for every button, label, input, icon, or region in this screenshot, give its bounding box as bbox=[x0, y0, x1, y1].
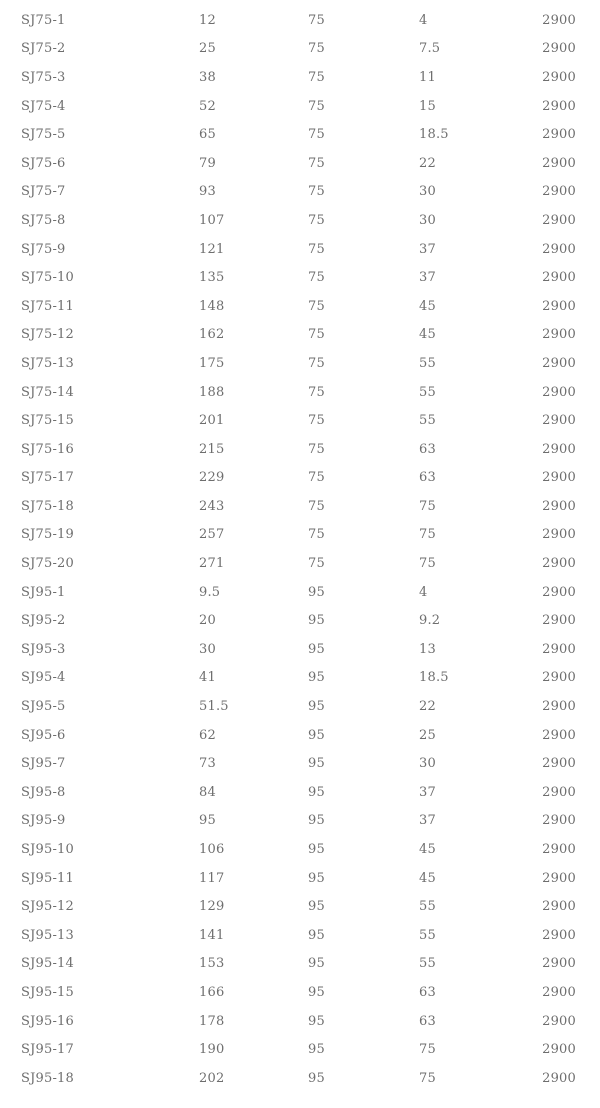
table-row bbox=[0, 778, 600, 807]
flow-cell: 20 bbox=[199, 613, 216, 629]
power-cell: 45 bbox=[419, 870, 436, 886]
flow-cell: 162 bbox=[199, 327, 225, 343]
speed-cell: 2900 bbox=[542, 727, 576, 743]
head-cell: 95 bbox=[308, 670, 325, 686]
power-cell: 63 bbox=[419, 441, 436, 457]
power-cell: 25 bbox=[419, 727, 436, 743]
head-cell: 75 bbox=[308, 556, 325, 572]
power-cell: 30 bbox=[419, 756, 436, 772]
flow-cell: 41 bbox=[199, 670, 216, 686]
power-cell: 4 bbox=[419, 12, 428, 28]
head-cell: 95 bbox=[308, 613, 325, 629]
power-cell: 75 bbox=[419, 1070, 436, 1086]
head-cell: 75 bbox=[308, 355, 325, 371]
flow-cell: 148 bbox=[199, 298, 225, 314]
head-cell: 95 bbox=[308, 813, 325, 829]
table-row bbox=[0, 921, 600, 950]
table-row bbox=[0, 149, 600, 178]
model-cell: SJ95-11 bbox=[21, 870, 74, 886]
model-cell: SJ75-18 bbox=[21, 498, 74, 514]
table-row bbox=[0, 692, 600, 721]
flow-cell: 38 bbox=[199, 69, 216, 85]
power-cell: 63 bbox=[419, 1013, 436, 1029]
table-row bbox=[0, 292, 600, 321]
speed-cell: 2900 bbox=[542, 241, 576, 257]
table-row bbox=[0, 950, 600, 979]
table-row bbox=[0, 835, 600, 864]
flow-cell: 12 bbox=[199, 12, 216, 28]
head-cell: 95 bbox=[308, 956, 325, 972]
head-cell: 75 bbox=[308, 384, 325, 400]
speed-cell: 2900 bbox=[542, 813, 576, 829]
model-cell: SJ95-5 bbox=[21, 699, 66, 715]
flow-cell: 243 bbox=[199, 498, 225, 514]
power-cell: 22 bbox=[419, 155, 436, 171]
head-cell: 75 bbox=[308, 498, 325, 514]
head-cell: 95 bbox=[308, 584, 325, 600]
model-cell: SJ95-18 bbox=[21, 1070, 74, 1086]
head-cell: 95 bbox=[308, 927, 325, 943]
speed-cell: 2900 bbox=[542, 498, 576, 514]
speed-cell: 2900 bbox=[542, 756, 576, 772]
flow-cell: 25 bbox=[199, 41, 216, 57]
flow-cell: 271 bbox=[199, 556, 225, 572]
model-cell: SJ75-9 bbox=[21, 241, 66, 257]
speed-cell: 2900 bbox=[542, 441, 576, 457]
power-cell: 55 bbox=[419, 899, 436, 915]
speed-cell: 2900 bbox=[542, 155, 576, 171]
head-cell: 75 bbox=[308, 413, 325, 429]
flow-cell: 79 bbox=[199, 155, 216, 171]
flow-cell: 202 bbox=[199, 1070, 225, 1086]
speed-cell: 2900 bbox=[542, 870, 576, 886]
head-cell: 95 bbox=[308, 899, 325, 915]
head-cell: 75 bbox=[308, 327, 325, 343]
table-row bbox=[0, 35, 600, 64]
flow-cell: 166 bbox=[199, 984, 225, 1000]
model-cell: SJ95-12 bbox=[21, 899, 74, 915]
power-cell: 22 bbox=[419, 699, 436, 715]
head-cell: 95 bbox=[308, 756, 325, 772]
head-cell: 95 bbox=[308, 1042, 325, 1058]
table-row bbox=[0, 1064, 600, 1093]
head-cell: 95 bbox=[308, 641, 325, 657]
table-row bbox=[0, 321, 600, 350]
head-cell: 95 bbox=[308, 1070, 325, 1086]
head-cell: 75 bbox=[308, 184, 325, 200]
flow-cell: 201 bbox=[199, 413, 225, 429]
head-cell: 75 bbox=[308, 527, 325, 543]
speed-cell: 2900 bbox=[542, 956, 576, 972]
power-cell: 13 bbox=[419, 641, 436, 657]
speed-cell: 2900 bbox=[542, 327, 576, 343]
flow-cell: 51.5 bbox=[199, 699, 229, 715]
table-row bbox=[0, 1035, 600, 1064]
power-cell: 55 bbox=[419, 956, 436, 972]
model-cell: SJ75-6 bbox=[21, 155, 66, 171]
flow-cell: 30 bbox=[199, 641, 216, 657]
table-row bbox=[0, 6, 600, 35]
speed-cell: 2900 bbox=[542, 1070, 576, 1086]
power-cell: 18.5 bbox=[419, 670, 449, 686]
head-cell: 75 bbox=[308, 155, 325, 171]
table-row bbox=[0, 578, 600, 607]
power-cell: 7.5 bbox=[419, 41, 441, 57]
table-row bbox=[0, 378, 600, 407]
table-row bbox=[0, 492, 600, 521]
power-cell: 4 bbox=[419, 584, 428, 600]
head-cell: 95 bbox=[308, 1013, 325, 1029]
model-cell: SJ75-4 bbox=[21, 98, 66, 114]
speed-cell: 2900 bbox=[542, 212, 576, 228]
model-cell: SJ75-20 bbox=[21, 556, 74, 572]
speed-cell: 2900 bbox=[542, 12, 576, 28]
speed-cell: 2900 bbox=[542, 1013, 576, 1029]
model-cell: SJ95-13 bbox=[21, 927, 74, 943]
head-cell: 75 bbox=[308, 441, 325, 457]
table-row bbox=[0, 807, 600, 836]
table-row bbox=[0, 978, 600, 1007]
model-cell: SJ75-10 bbox=[21, 270, 74, 286]
model-cell: SJ95-9 bbox=[21, 813, 66, 829]
table-row bbox=[0, 263, 600, 292]
head-cell: 95 bbox=[308, 870, 325, 886]
model-cell: SJ95-4 bbox=[21, 670, 66, 686]
flow-cell: 93 bbox=[199, 184, 216, 200]
table-row bbox=[0, 721, 600, 750]
flow-cell: 9.5 bbox=[199, 584, 221, 600]
flow-cell: 135 bbox=[199, 270, 225, 286]
power-cell: 55 bbox=[419, 384, 436, 400]
table-row bbox=[0, 464, 600, 493]
power-cell: 18.5 bbox=[419, 127, 449, 143]
speed-cell: 2900 bbox=[542, 784, 576, 800]
model-cell: SJ95-8 bbox=[21, 784, 66, 800]
power-cell: 75 bbox=[419, 1042, 436, 1058]
head-cell: 95 bbox=[308, 699, 325, 715]
flow-cell: 129 bbox=[199, 899, 225, 915]
speed-cell: 2900 bbox=[542, 613, 576, 629]
model-cell: SJ95-17 bbox=[21, 1042, 74, 1058]
table-row bbox=[0, 406, 600, 435]
model-cell: SJ95-1 bbox=[21, 584, 66, 600]
power-cell: 55 bbox=[419, 355, 436, 371]
table-row bbox=[0, 606, 600, 635]
speed-cell: 2900 bbox=[542, 699, 576, 715]
power-cell: 75 bbox=[419, 498, 436, 514]
model-cell: SJ95-15 bbox=[21, 984, 74, 1000]
flow-cell: 190 bbox=[199, 1042, 225, 1058]
speed-cell: 2900 bbox=[542, 899, 576, 915]
speed-cell: 2900 bbox=[542, 1042, 576, 1058]
model-cell: SJ95-14 bbox=[21, 956, 74, 972]
table-row bbox=[0, 120, 600, 149]
table-row bbox=[0, 635, 600, 664]
table-row bbox=[0, 664, 600, 693]
speed-cell: 2900 bbox=[542, 927, 576, 943]
flow-cell: 84 bbox=[199, 784, 216, 800]
flow-cell: 153 bbox=[199, 956, 225, 972]
flow-cell: 188 bbox=[199, 384, 225, 400]
model-cell: SJ95-2 bbox=[21, 613, 66, 629]
speed-cell: 2900 bbox=[542, 641, 576, 657]
speed-cell: 2900 bbox=[542, 584, 576, 600]
power-cell: 37 bbox=[419, 270, 436, 286]
model-cell: SJ75-8 bbox=[21, 212, 66, 228]
flow-cell: 178 bbox=[199, 1013, 225, 1029]
head-cell: 75 bbox=[308, 41, 325, 57]
head-cell: 95 bbox=[308, 727, 325, 743]
head-cell: 75 bbox=[308, 270, 325, 286]
power-cell: 30 bbox=[419, 184, 436, 200]
model-cell: SJ75-5 bbox=[21, 127, 66, 143]
table-row bbox=[0, 549, 600, 578]
head-cell: 75 bbox=[308, 98, 325, 114]
model-cell: SJ75-14 bbox=[21, 384, 74, 400]
model-cell: SJ75-1 bbox=[21, 12, 66, 28]
model-cell: SJ95-10 bbox=[21, 842, 74, 858]
power-cell: 75 bbox=[419, 556, 436, 572]
table-row bbox=[0, 892, 600, 921]
model-cell: SJ95-7 bbox=[21, 756, 66, 772]
power-cell: 55 bbox=[419, 927, 436, 943]
flow-cell: 107 bbox=[199, 212, 225, 228]
speed-cell: 2900 bbox=[542, 355, 576, 371]
head-cell: 95 bbox=[308, 842, 325, 858]
flow-cell: 52 bbox=[199, 98, 216, 114]
speed-cell: 2900 bbox=[542, 127, 576, 143]
speed-cell: 2900 bbox=[542, 413, 576, 429]
head-cell: 75 bbox=[308, 127, 325, 143]
speed-cell: 2900 bbox=[542, 556, 576, 572]
flow-cell: 229 bbox=[199, 470, 225, 486]
head-cell: 75 bbox=[308, 298, 325, 314]
flow-cell: 175 bbox=[199, 355, 225, 371]
model-cell: SJ75-2 bbox=[21, 41, 66, 57]
power-cell: 37 bbox=[419, 813, 436, 829]
head-cell: 75 bbox=[308, 69, 325, 85]
power-cell: 37 bbox=[419, 241, 436, 257]
model-cell: SJ75-15 bbox=[21, 413, 74, 429]
model-cell: SJ75-16 bbox=[21, 441, 74, 457]
flow-cell: 121 bbox=[199, 241, 225, 257]
model-cell: SJ75-12 bbox=[21, 327, 74, 343]
power-cell: 45 bbox=[419, 842, 436, 858]
model-cell: SJ75-17 bbox=[21, 470, 74, 486]
flow-cell: 65 bbox=[199, 127, 216, 143]
flow-cell: 257 bbox=[199, 527, 225, 543]
power-cell: 45 bbox=[419, 327, 436, 343]
table-row bbox=[0, 1007, 600, 1036]
model-cell: SJ75-19 bbox=[21, 527, 74, 543]
power-cell: 55 bbox=[419, 413, 436, 429]
speed-cell: 2900 bbox=[542, 984, 576, 1000]
head-cell: 75 bbox=[308, 241, 325, 257]
table-row bbox=[0, 178, 600, 207]
speed-cell: 2900 bbox=[542, 470, 576, 486]
table-row bbox=[0, 235, 600, 264]
table-row bbox=[0, 349, 600, 378]
power-cell: 63 bbox=[419, 470, 436, 486]
speed-cell: 2900 bbox=[542, 184, 576, 200]
speed-cell: 2900 bbox=[542, 270, 576, 286]
speed-cell: 2900 bbox=[542, 298, 576, 314]
table-row bbox=[0, 63, 600, 92]
model-cell: SJ75-11 bbox=[21, 298, 74, 314]
flow-cell: 141 bbox=[199, 927, 225, 943]
flow-cell: 62 bbox=[199, 727, 216, 743]
power-cell: 11 bbox=[419, 69, 436, 85]
model-cell: SJ95-6 bbox=[21, 727, 66, 743]
flow-cell: 215 bbox=[199, 441, 225, 457]
flow-cell: 106 bbox=[199, 842, 225, 858]
power-cell: 30 bbox=[419, 212, 436, 228]
speed-cell: 2900 bbox=[542, 41, 576, 57]
model-cell: SJ75-13 bbox=[21, 355, 74, 371]
flow-cell: 73 bbox=[199, 756, 216, 772]
power-cell: 45 bbox=[419, 298, 436, 314]
speed-cell: 2900 bbox=[542, 98, 576, 114]
model-cell: SJ75-7 bbox=[21, 184, 66, 200]
table-row bbox=[0, 521, 600, 550]
speed-cell: 2900 bbox=[542, 842, 576, 858]
table-row bbox=[0, 435, 600, 464]
speed-cell: 2900 bbox=[542, 527, 576, 543]
head-cell: 75 bbox=[308, 12, 325, 28]
power-cell: 63 bbox=[419, 984, 436, 1000]
speed-cell: 2900 bbox=[542, 670, 576, 686]
speed-cell: 2900 bbox=[542, 384, 576, 400]
power-cell: 15 bbox=[419, 98, 436, 114]
model-cell: SJ95-16 bbox=[21, 1013, 74, 1029]
head-cell: 75 bbox=[308, 212, 325, 228]
head-cell: 95 bbox=[308, 784, 325, 800]
power-cell: 75 bbox=[419, 527, 436, 543]
model-cell: SJ75-3 bbox=[21, 69, 66, 85]
table-row bbox=[0, 864, 600, 893]
table-row bbox=[0, 749, 600, 778]
head-cell: 75 bbox=[308, 470, 325, 486]
table-row bbox=[0, 92, 600, 121]
table-row bbox=[0, 206, 600, 235]
model-cell: SJ95-3 bbox=[21, 641, 66, 657]
head-cell: 95 bbox=[308, 984, 325, 1000]
power-cell: 37 bbox=[419, 784, 436, 800]
power-cell: 9.2 bbox=[419, 613, 441, 629]
flow-cell: 95 bbox=[199, 813, 216, 829]
flow-cell: 117 bbox=[199, 870, 225, 886]
speed-cell: 2900 bbox=[542, 69, 576, 85]
